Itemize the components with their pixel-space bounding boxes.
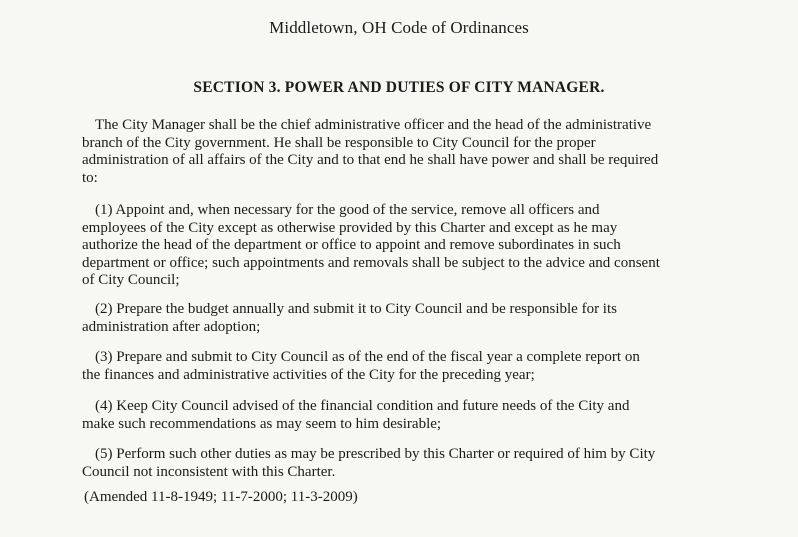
intro-paragraph [82,117,722,187]
document-header: Middletown, OH Code of Ordinances [269,18,529,37]
duty-item-5 [82,446,722,481]
duty-line: department or office; such appointments and removals shall be subject to the advice and consent [82,254,660,271]
section-title: SECTION 3. POWER AND DUTIES OF CITY MANAGER. [193,79,605,96]
duty-line: authorize the head of the department or office to appoint and remove subordinates in such [82,237,621,253]
intro-line: to: [82,169,98,186]
duty-item-4 [82,398,722,433]
duty-line: (2) Prepare the budget annually and submit it to City Council and be responsible for its [95,301,617,317]
duty-line: administration after adoption; [82,318,261,335]
duty-line: (4) Keep City Council advised of the financial condition and future needs of the City and [95,398,630,414]
intro-line: administration of all affairs of the City and to that end he shall have power and shall be required [82,152,659,168]
intro-line: branch of the City government. He shall be responsible to City Council for the proper [82,134,596,151]
duty-item-3 [82,349,722,384]
duty-line: employees of the City except as otherwise provided by this Charter and except as he may [82,219,618,236]
duty-line: Council not inconsistent with this Charter. [82,463,336,480]
duty-line: (3) Prepare and submit to City Council as of the end of the fiscal year a complete report on [95,349,640,365]
duty-line: (1) Appoint and, when necessary for the good of the service, remove all officers and [95,202,600,218]
duty-line: the finances and administrative activities of the City for the preceding year; [82,366,535,383]
duty-item-2 [82,301,722,336]
duty-line: of City Council; [82,272,180,288]
duty-line: (5) Perform such other duties as may be prescribed by this Charter or required of him by City [95,446,656,462]
intro-line: The City Manager shall be the chief administrative officer and the head of the administrative [95,117,652,133]
amendment-note: (Amended 11-8-1949; 11-7-2000; 11-3-2009) [84,489,358,505]
duty-item-1 [82,202,722,290]
duty-line: make such recommendations as may seem to him desirable; [82,415,442,432]
